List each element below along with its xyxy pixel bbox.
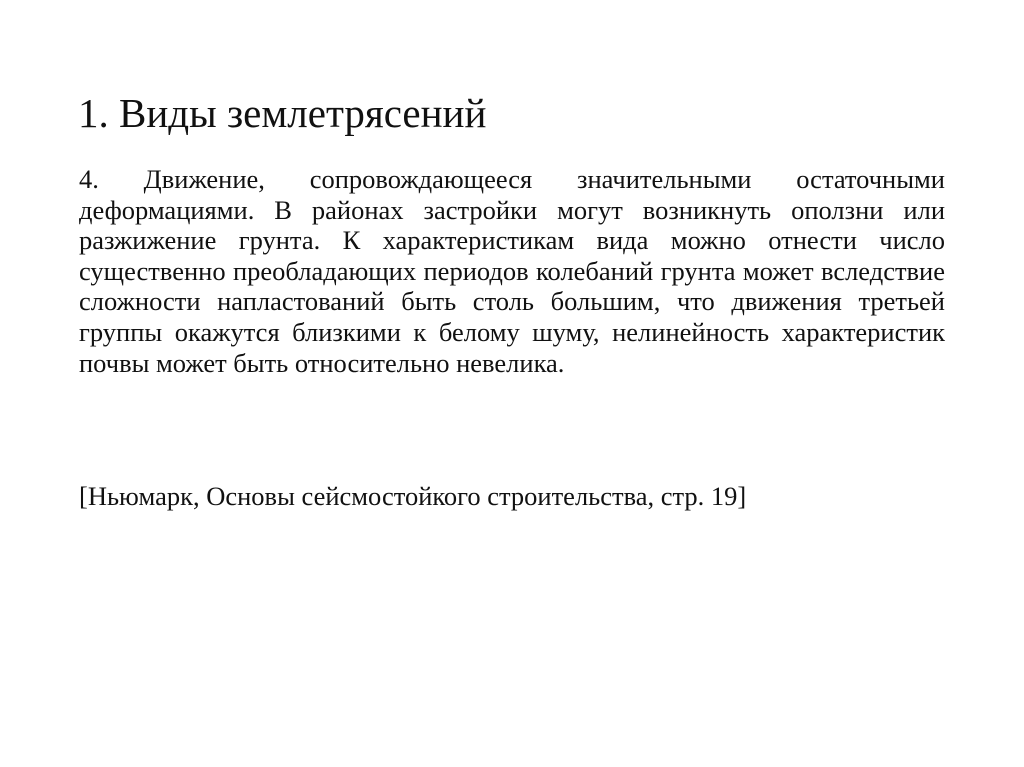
slide-body-text: 4. Движение, сопровождающееся значительными остаточными деформациями. В районах застройки могут возникнуть оползни или разжижение грунта. К характеристикам вида можно отнести число существенно преобладающих периодов колебаний грунта может вследствие сложности напластований быть столь большим, что движения третьей группы окажутся близкими к белому шуму, нелинейность характеристик почвы может быть относительно невелика. — [79, 164, 945, 378]
citation: [Ньюмарк, Основы сейсмостойкого строительства, стр. 19] — [79, 481, 747, 511]
slide-title: 1. Виды землетрясений — [78, 90, 487, 136]
